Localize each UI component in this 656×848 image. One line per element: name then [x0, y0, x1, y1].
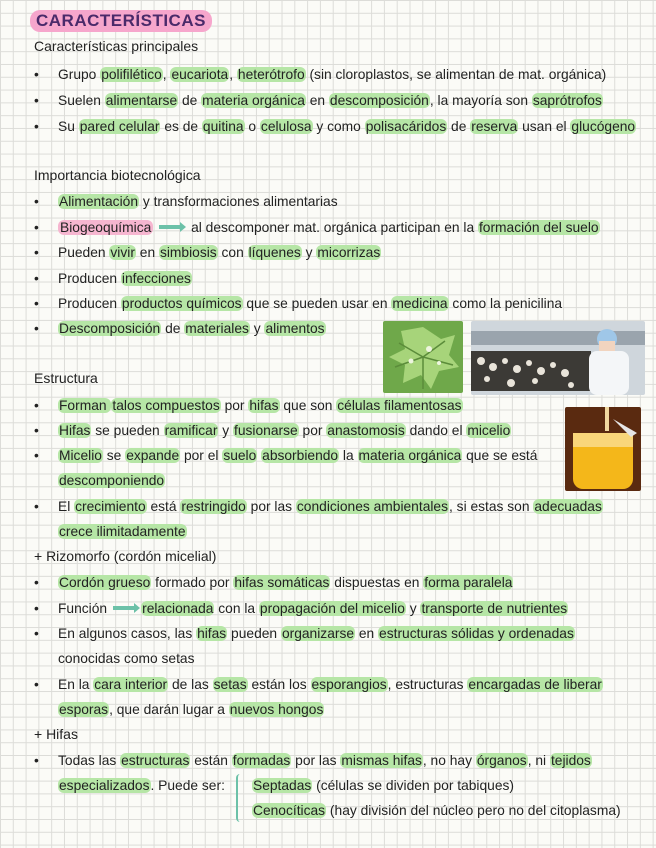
option-septadas: Septadas (células se dividen por tabiques) [253, 778, 515, 793]
list-item: • Hifas se pueden ramificar y fusionarse por anastomosis dando el micelio [34, 423, 511, 438]
heading-biotecnologica: Importancia biotecnológica [34, 167, 201, 183]
penicillin-photo [565, 407, 641, 491]
list-item: • Pueden vivir en simbiosis con líquenes y micorrizas [34, 245, 381, 260]
list-item-continuation: esporas, que darán lugar a nuevos hongos [59, 702, 324, 717]
list-item: • Biogeoquímica al descomponer mat. orgánica participan en la formación del suelo [34, 220, 599, 235]
brace-icon [236, 774, 244, 822]
lab-photo [471, 321, 645, 395]
list-item: • Micelio se expande por el suelo absorbiendo la materia orgánica que se está [34, 448, 538, 463]
leaf-photo [383, 321, 463, 393]
list-item: • Grupo polifilético, eucariota, heterótrofo (sin cloroplastos, se alimentan de mat. orgánica) [34, 67, 607, 82]
list-item: • Suelen alimentarse de materia orgánica en descomposición, la mayoría son saprótrofos [34, 93, 602, 108]
list-item-continuation: descomponiendo [59, 473, 165, 488]
list-item: • Su pared celular es de quitina o celulosa y como polisacáridos de reserva usan el glucógeno [34, 119, 636, 134]
page-title: CARACTERÍSTICAS [30, 10, 212, 32]
list-item-continuation: conocidas como setas [58, 651, 195, 666]
list-item: • Producen infecciones [34, 271, 191, 286]
list-item: • El crecimiento está restringido por las condiciones ambientales, si estas son adecuadas [34, 499, 602, 514]
list-item: • Función relacionada con la propagación del micelio y transporte de nutrientes [34, 601, 568, 616]
list-item-continuation: especializados. Puede ser: [59, 778, 225, 793]
arrow-icon [159, 225, 181, 229]
list-item: • Cordón grueso formado por hifas somáticas dispuestas en forma paralela [34, 575, 513, 590]
list-item: • Forman talos compuestos por hifas que son células filamentosas [34, 398, 462, 413]
list-item: • En la cara interior de las setas están los esporangios, estructuras encargadas de liberar [34, 677, 602, 692]
heading-rizomorfo: + Rizomorfo (cordón micelial) [34, 548, 217, 564]
arrow-icon [113, 606, 135, 610]
list-item: • Alimentación y transformaciones alimentarias [34, 194, 338, 209]
heading-principales: Características principales [34, 38, 199, 54]
list-item: • Descomposición de materiales y alimentos [34, 321, 325, 336]
list-item: • Todas las estructuras están formadas por las mismas hifas, no hay órganos, ni tejidos [34, 753, 591, 768]
list-item: • En algunos casos, las hifas pueden organizarse en estructuras sólidas y ordenadas [34, 626, 574, 641]
heading-estructura: Estructura [34, 370, 98, 386]
list-item: • Producen productos químicos que se pueden usar en medicina como la penicilina [34, 296, 563, 311]
list-item-continuation: crece ilimitadamente [59, 524, 186, 539]
heading-hifas: + Hifas [34, 726, 78, 742]
option-cenociticas: Cenocíticas (hay división del núcleo pero no del citoplasma) [253, 803, 621, 818]
